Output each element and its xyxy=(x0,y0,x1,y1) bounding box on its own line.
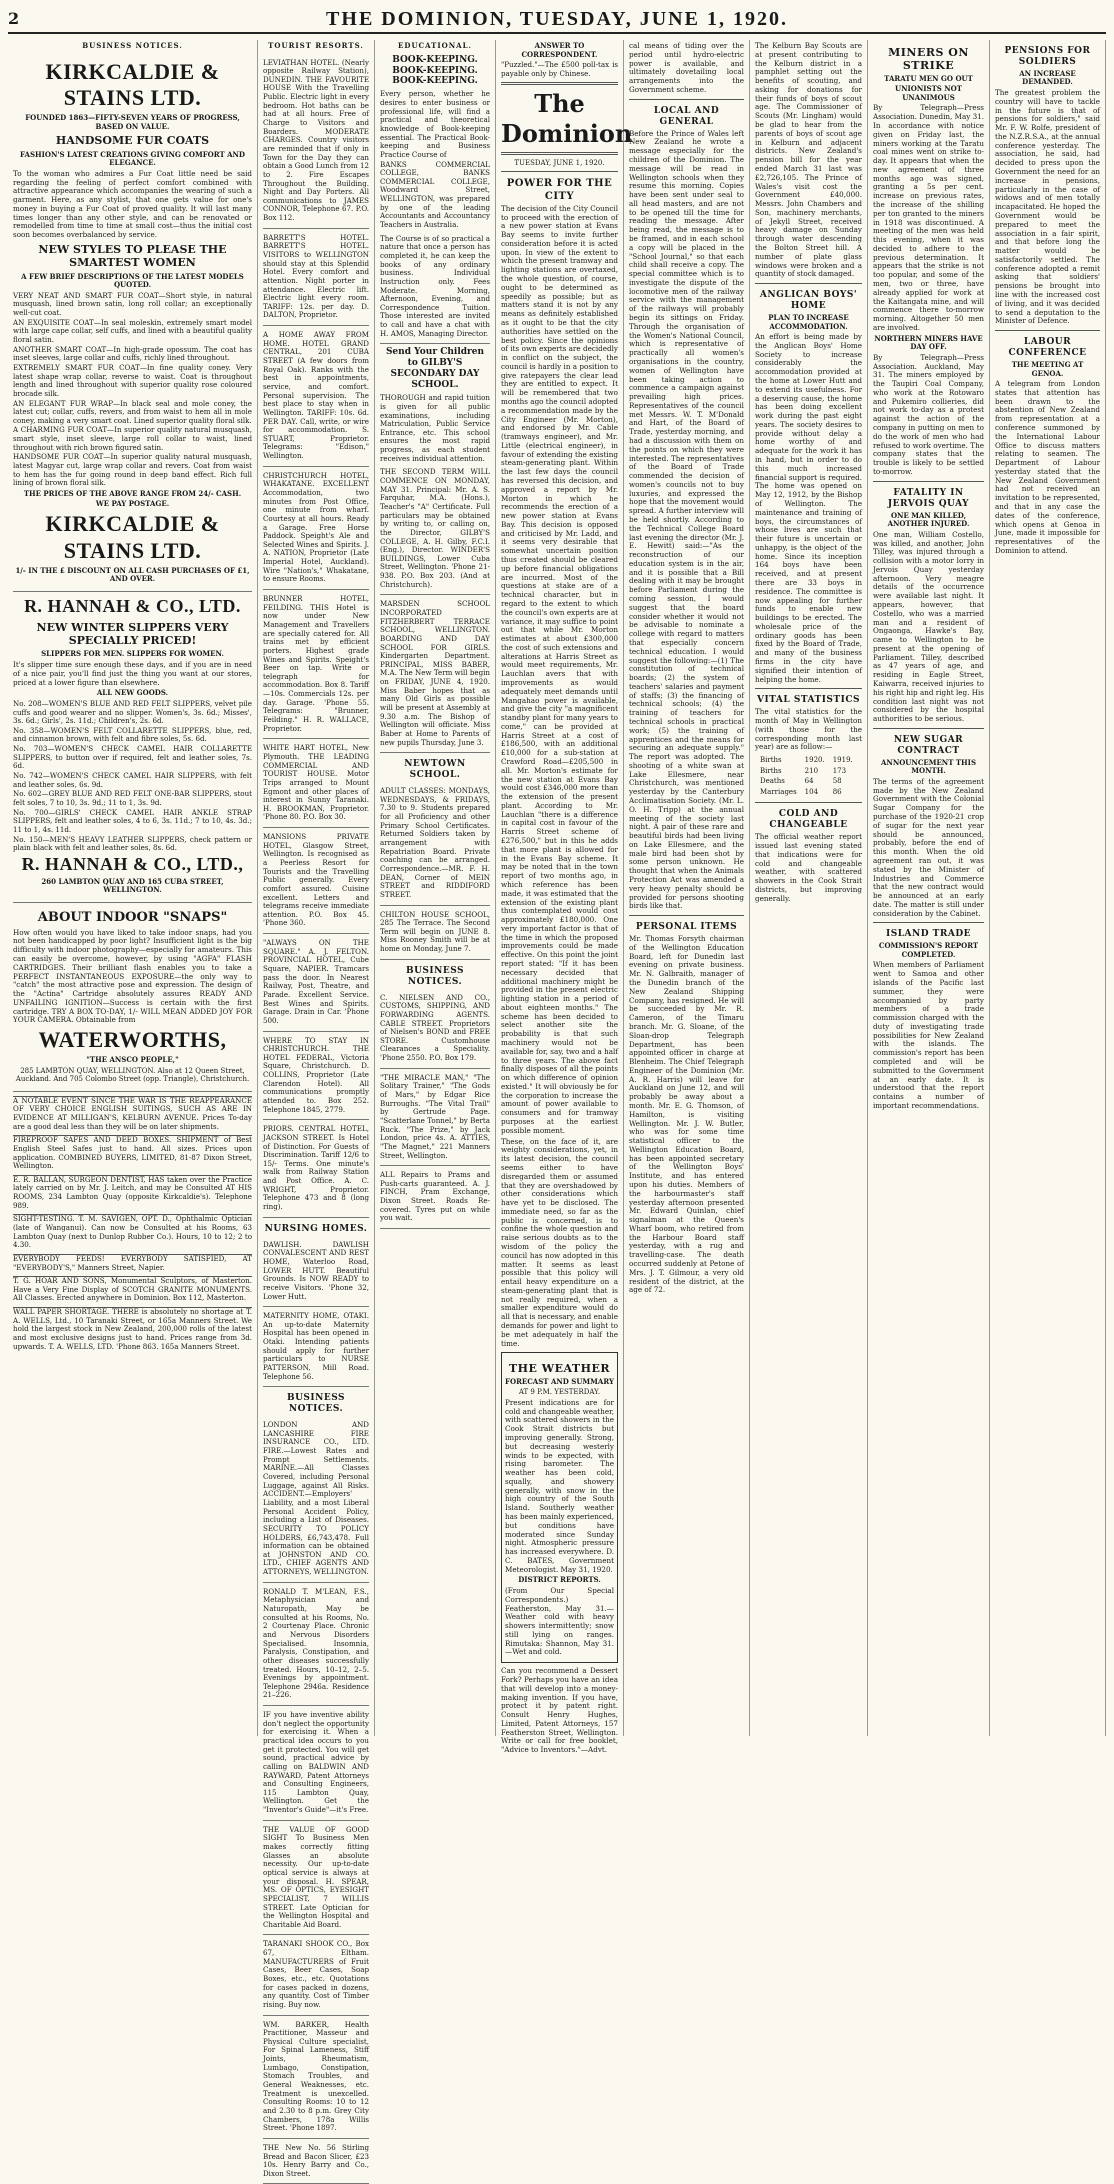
editorial-headline: POWER FOR THE CITY xyxy=(506,178,613,202)
small-ad: FIREPROOF SAFES AND DEED BOXES. SHIPMENT of Best English Steel Safes just to hand. All sizes. Prices upon application. COMBINED BUYERS, LIMITED, 81-87 Dixon Street, Wellington. xyxy=(13,1135,252,1171)
hotel-ad: A HOME AWAY FROM HOME. HOTEL GRAND CENTRAL, 201 CUBA STREET (A few doors from Royal Oak). Ranks with the best in appointments, service, and comfort. Personal supervision. The best place to stay when in Wellington. TARIFF: 10s. 6d. PER DAY. Call, write, or wire for accommodation. S. STUART, Proprietor. Telegrams: "Edison," Wellington. xyxy=(263,327,369,467)
hotel-ad: LEVIATHAN HOTEL. (Nearly opposite Railway Station), DUNEDIN. THE FAVOURITE HOUSE With the Travelling Public. Electric light in every bedroom. Hot baths can be had at all hours. Free of Charge to Visitors and Boarders. MODERATE CHARGES. Country visitors are reminded that if only in Town for the Day they can obtain a Good Lunch from 12 to 2. Fire Escapes Throughout the Building. Night and Day Porters. All communications to JAMES CONNOR, Telephone 67. P.O. Box 112. xyxy=(263,55,369,229)
hotel-ad: WHITE HART HOTEL, New Plymouth. THE LEADING COMMERCIAL AND TOURIST HOUSE. Motor Trips arranged to Mount Egmont and other places of interest in Sunny Taranaki. H. BROOKMAN, Proprietor. 'Phone 80. P.O. Box 30. xyxy=(263,740,369,828)
hannah-address: 260 LAMBTON QUAY AND 165 CUBA STREET, WELLINGTON. xyxy=(41,876,224,895)
weather-headline: THE WEATHER xyxy=(508,1362,611,1376)
hannah-name-2: R. HANNAH & CO., LTD., xyxy=(21,853,244,874)
waterworths-address: 285 LAMBTON QUAY, WELLINGTON. Also at 12 Queen Street, Auckland. And 705 Colombo Street (opp. Triangle), Christchurch. xyxy=(15,1066,250,1084)
miners-headline: MINERS ON STRIKE xyxy=(888,46,969,73)
kirkcaldie-ad xyxy=(13,55,252,592)
taratu-sub: TARATU MEN GO OUT xyxy=(884,73,973,83)
weather-body: Present indications are for cold and changeable weather, with scattered showers in the Cook Strait districts but improving generally. Strong, but decreasing westerly winds to be expected, with rising barometer. The weather has been cold, squally, and showery generally, with snow in the high country of the South Island. Southerly weather has been mainly experienced, but conditions have moderated since Sunday night. Atmospheric pressure has increased everywhere. D. C. BATES, Government Meteorologist. May 31, 1920. xyxy=(505,1397,614,1574)
list-item: AN ELEGANT FUR WRAP—In black seal and mole coney, the latest cut; collar, cuffs, revers, and from waist to hem all in mole coney, making a very smart coat. Lined superior quality floral silk. xyxy=(13,398,252,425)
edu-ad: Send Your Children to GILBY'S SECONDARY DAY SCHOOL. xyxy=(385,347,485,391)
jervois-body: One man, William Costello, was killed, and another, John Tilley, was injured through a collision with a motor lorry in Jervois Quay yesterday afternoon. Very meagre details of the occurrence were available last night. It appears, however, that Costello, who was a married man and a resident of Ongaonga, Hawke's Bay, came to Wellington to be present at the opening of Parliament. Tilley, described as 47 years of age, and residing in Eagle Street, Kaiwarra, received injuries to his right hip and right leg. His condition last night was not considered by the hospital authorities to be serious. xyxy=(873,529,984,724)
business-ad: C. NIELSEN AND CO., CUSTOMS, SHIPPING, AND FORWARDING AGENTS. CABLE STREET. Proprietors of Nielsen's BOND and FREE STORE. Customhouse Clearances a Speciality. 'Phone 2550. P.O. Box 179. xyxy=(380,990,490,1069)
small-ad: T. G. HOAR AND SONS, Monumental Sculptors, of Masterton. Have a Very Fine Display of SCOTCH GRANITE MONUMENTS. All Classes. Erected anywhere in Dominion. Box 112, Masterton. xyxy=(13,1276,252,1303)
list-item: HANDSOME FUR COAT—In superior quality natural musquash, latest Magyar cut, large wrap collar and revers. Coat from waist to hem has the fur going round in deep band effect. Rich full lining of brown floral silk. xyxy=(13,452,252,488)
list-item: No. 358—WOMEN'S FELT COLLARETTE SLIPPERS, blue, red, and cinnamon brown, with felt and fibre soles, 5s. 6d. xyxy=(13,725,252,744)
editorial-continued: cal means of tiding over the period until hydro-electric power is available, and ultimately dovetailing local arrangements into the Government scheme. xyxy=(629,41,744,94)
kirkcaldie-discount: 1/- IN THE £ DISCOUNT ON ALL CASH PURCHASES OF £1, AND OVER. xyxy=(15,565,250,584)
hotel-ad: WHERE TO STAY IN CHRISTCHURCH. THE HOTEL FEDERAL, Victoria Square, Christchurch. D. COLLINS, Proprietor (Late Clarendon Hotel). All communications promptly attended to. Box 252. Telephone 1845, 2779. xyxy=(263,1033,369,1121)
waterworths-name: WATERWORTHS, xyxy=(38,1027,227,1053)
section-kicker: TOURIST RESORTS. xyxy=(268,41,364,50)
hotel-ad: "ALWAYS ON THE SQUARE." A. J. FELTON. PROVINCIAL HOTEL, Cube Square, NAPIER. Tramcars pass the door. In Nearest Railway, Post, Theatre, and Parade. Excellent Service. Best Wines and Spirits. Garage. Drain in Car. 'Phone 500. xyxy=(263,935,369,1031)
labour-body: A telegram from London states that attention has been drawn to the abstention of New Zealand from representation at a conference summoned by the International Labour Office to discuss matters relating to seamen. The Department of Labour yesterday stated that the New Zealand Government had not received an invitation to be represented, and that in any case the dates of the conference, which opens at Genoa in June, made it impossible for representatives of the Dominion to attend. xyxy=(995,379,1100,555)
list-item: No. 602—GREY BLUE AND RED FELT ONE-BAR SLIPPERS, stout felt soles, 7 to 10, 3s. 9d.; 11 to 1, 3s. 9d. xyxy=(13,789,252,807)
list-item: AN EXQUISITE COAT—In seal moleskin, extremely smart model with large cape collar, self cuffs, and lined with a beautiful quality floral satin. xyxy=(13,317,252,345)
business-ad: TARANAKI SHOOK CO., Box 67, Eltham. MANUFACTURERS of Fruit Cases, Beer Cases, Soap Boxes, etc., etc. Quotations for cases packed in dozens, any quantity. Cost of Timber rising. Buy now. xyxy=(263,1936,369,2015)
editorial-body-2: These, on the face of it, are weighty considerations, yet, in its latest decision, the council seems either to have disregarded them or assumed that they are overshadowed by other considerations which have yet to be disclosed. The immediate need, so far as the public is concerned, is to confine the whole question and raise serious doubts as to the wisdom of the policy the council has now adopted in this matter. It seems as least possible that this policy will entail heavy expenditure on a steam-generating plant that is not really required, when a smaller expenditure would do all that is necessary, and enable demands for power and light to be met adequately in half the time. xyxy=(501,1136,618,1348)
list-item: VERY NEAT AND SMART FUR COAT—Short style, in natural musquash, lined brown satin, long roll collar; an exceptionally well-cut coat. xyxy=(13,290,252,318)
hannah-headline: NEW WINTER SLIPPERS VERY SPECIALLY PRICED! xyxy=(36,620,229,648)
answer-body: "Puzzled."—The £500 poll-tax is payable only by Chinese. xyxy=(501,60,618,78)
business-ad: LONDON AND LANCASHIRE FIRE INSURANCE CO., LTD. FIRE.—Lowest Rates and Prompt Settlements. MARINE.—All Classes Covered, including Personal Luggage, against All Risks. ACCIDENT.—Employers' Liability, and a most Liberal Personal Accident Policy, including a List of Diseases. SECURITY TO POLICY HOLDERS, £6,743,478. Full information can be obtained at JOHNSTON AND CO. LTD., CHIEF AGENTS AND ATTORNEYS, WELLINGTON. xyxy=(263,1417,369,1583)
weather-time: AT 9 P.M. YESTERDAY. xyxy=(518,1388,601,1397)
personal-headline: PERSONAL ITEMS xyxy=(635,922,738,933)
jervois-headline: FATALITY IN JERVOIS QUAY xyxy=(887,487,970,509)
hotel-ad: MANSIONS PRIVATE HOTEL, Glasgow Street, Wellington. Is recognised as a Peerless Resort for Tourists and the Travelling Public generally. Every comfort assured. Cuisine excellent. Letters and telegrams receive immediate attention. P.O. Box 45. 'Phone 360. xyxy=(263,829,369,934)
pension-headline: PENSIONS FOR SOLDIERS xyxy=(1004,46,1091,67)
list-item: A CHARMING FUR COAT—In superior quality natural musquash, smart style, inset sleeve, large roll collar to waist, lined throughout with rich brown figured satin. xyxy=(13,425,252,452)
list-item: EXTREMELY SMART FUR COAT—In fine quality coney. Very latest shape wrap collar, reverse to waist. Coat is throughout length and lined throughout with superior quality rose coloured brocade silk. xyxy=(13,362,252,398)
section-heading: NEWTOWN SCHOOL. xyxy=(404,759,466,781)
list-item: No. 208—WOMEN'S BLUE AND RED FELT SLIPPERS, velvet pile cuffs and good wearer and no slipper. Women's, 3s. 6d.; Misses', 3s. 6d.; Girls', 2s. 11d.; Children's, 2s. 6d. xyxy=(13,698,252,726)
hannah-all-new: ALL NEW GOODS. xyxy=(96,688,169,698)
editorial-body: The decision of the City Council to proceed with the erection of a new power station at Evans Bay seems to invite further consideration before it is acted upon. In view of the extent to which the present tramway and lighting stations are overtaxed, the whole question, of course, ought to be determined as speedily as possible; but as matters stand it is not by any means as definitely established as it ought to be that the city authorities have settled on the best policy. Since the opinions of its own experts are decidedly in conflict on the subject, the council is hardly in a position to give ratepayers the clear lead they are entitled to expect. It will be remembered that two months ago the council adopted a recommendation made by the City Engineer (Mr. Morton), and endorsed by Mr. Cable (tramways engineer), and Mr. Little (electrical engineer), in favour of extending the existing steam-generating plant. Within the last few days the council has reversed this decision, and approved a report by Mr. Morton in which he recommends the erection of a new power station at Evans Bay. This decision is opposed and criticised by Mr. Ladd, and it seems very desirable that somewhat uncertain position thus created should be cleared up before financial obligations are incurred. Most of the questions at stake are of a technical character, but in regard to the extent to which the council's own experts are at variance, it may suffice to point out that while Mr. Morton estimates at about £300,000 the cost of such extensions and alterations at Harris Street as would meet requirements, Mr. Lauchlan avers that with improvements as would adequately meet demands until Mangahao power is available, and give the city "a magnificent standby plant for many years to come," can be provided at Harris Street at a cost of £186,500, with an additional £10,000 for a sub-station at Crawford Road—£205,500 in all. Mr. Morton's estimate for the new station at Evans Bay would cost £346,000 more than the extension of the present plant. According to Mr. Lauchlan "there is a difference in capital cost in favour of the Harris Street scheme of £276,500," but in this he adds that more plant is allowed for in the Evans Bay scheme. It may be noted that in the town report of two months ago, in which reference has been made, it was estimated that the extension of the existing plant thus contemplated would cost approximately £180,000. One very important factor is that of the time in which the proposed improvements could be made effective. On this point the joint report stated: "If it has been necessary decided that additional machinery might be provided in the present electric lighting station in a period of about eighteen months." The scheme has been decided to select another site the probability is that such machinery would not be available for, say, two and a half to three years. The above fact finally disposes of all the points on which difference of opinion existed." It will obviously be for the corporation to increase the amount of power available to consumers and for tramway purposes at the earliest possible moment. xyxy=(501,203,618,1135)
business-ad: "THE MIRACLE MAN," "The Solitary Trainer," "The Gods of Mars," by Edgar Rice Burroughs. "The Vital Trail" by Gertrude Page. "Scatterlane Tonnel," by Berta Ruck. "The Prize," by Jack London, price 4s. A. ATTIES, "The Magnet," 221 Manners Street, Wellington. xyxy=(380,1070,490,1166)
small-ads-left xyxy=(13,1092,252,1356)
district-body: (From Our Special Correspondents.) Featherston, May 31.—Weather cold with heavy showers intermittently; snow still lying on ranges. Rimutaka: Shannon, May 31.—Wet and cold. xyxy=(505,1585,614,1657)
labour-sub: THE MEETING AT GENOA. xyxy=(1011,360,1084,378)
northern-sub: NORTHERN MINERS HAVE DAY OFF. xyxy=(874,333,983,352)
masthead xyxy=(8,6,1106,34)
kirkcaldie-name: KIRKCALDIE & STAINS LTD. xyxy=(45,58,220,111)
small-ad: EVERYBODY FEEDS! EVERYBODY SATISFIED, AT "EVERYBODY'S," Manners Street, Napier. xyxy=(13,1253,252,1272)
section-heading: NURSING HOMES. xyxy=(264,1223,368,1234)
vital-stats-table xyxy=(755,754,858,798)
list-item: No. 150—MEN'S HEAVY LEATHER SLIPPERS, check pattern or plain black with felt and leather soles, 8s. 6d. xyxy=(13,834,252,853)
miners-body: By Telegraph—Press Association. Dunedin, May 31. In accordance with notice given on Friday last, the miners working at the Taratu coal mines went on strike to-day. It appears that when the new agreement of three months ago was signed, granting a 5s per cent. increase on previous rates, the increase of the shilling per ton granted to the miners in 1918 was discontinued. A meeting of the men was held this evening, when it was decided to adhere to the previous determination. It appears that the strike is not too popular, and some of the men, two or three, have already applied for work at the Kaitangata mine, and will commence there to-morrow morning. Altogether 50 men are involved. xyxy=(873,103,985,332)
island-headline: ISLAND TRADE xyxy=(885,929,971,940)
kirkcaldie-name-2: KIRKCALDIE & STAINS LTD. xyxy=(45,511,220,563)
hannah-ad xyxy=(13,592,252,903)
weather-sub: FORECAST AND SUMMARY xyxy=(505,1376,614,1386)
cold-body: The official weather report issued last evening stated that indications were for cold and changeable weather, with scattered showers in the Cook Strait districts, but improving generally. xyxy=(755,832,862,903)
snaps-body: How often would you have liked to take indoor snaps, had you not been handicapped by poor light? Insufficient light is the big difficulty with indoor photography—especially for amateurs. This can easily be overcome, however, by using "AGFA" FLASH CARTRIDGES. Their brilliant flash enables you to take a PERFECT INSTANTANEOUS EXPOSURE—the only way to "catch" the most attractive pose and expression. The design of the "Actina" Cartridge absolutely assures READY AND UNFAILING IGNITION—Success is certain with the first cartridge. TRY A BOX TO-DAY, 1/- WILL MEAN ADDED JOY FOR YOUR CAMERA. Obtainable from xyxy=(13,927,252,1025)
vital-headline: VITAL STATISTICS xyxy=(756,695,860,706)
business-ad: THE New No. 56 Stirling Bread and Bacon Slicer, £23 10s. Henry Barry and Co., Dixon Street. xyxy=(263,2140,369,2184)
edu-ad: ADULT CLASSES: MONDAYS, WEDNESDAYS, & FRIDAYS, 7.30 to 9. Students prepared for all Proficiency and other Primary School Certificates. Returned Soldiers taken by arrangement with Repatriation Board. Private coaching can be arranged. Correspondence.—MR. F. H. DEAN, Corner of MEIN STREET and RIDDIFORD STREET. xyxy=(380,783,490,905)
list-item: No. 703—WOMEN'S CHECK CAMEL HAIR COLLARETTE SLIPPERS, to button over if required, felt and leather soles, 7s. 6d. xyxy=(13,744,252,771)
small-ad: E. R. BALLAN, SURGEON DENTIST, HAS taken over the Practice lately carried on by Mr. J. Leitch, and may be Consulted AT HIS ROOMS, 234 Lambton Quay (opposite Kirkcaldie's). Telephone 989. xyxy=(13,1174,252,1210)
snaps-headline: ABOUT INDOOR "SNAPS" xyxy=(37,909,228,925)
pension-body: The greatest problem the country will have to tackle in the future is that of pensions for soldiers," said Mr. F. W. Rolfe, president of the N.Z.R.S.A., at the annual conference yesterday. The association, he said, had decided to press upon the Government the need for an increase in pensions, particularly in the case of widows and of men totally incapacitated. He hoped the Government would be prepared to meet the association in a fair spirit, and that before long the matter would be satisfactorily settled. The conference adopted a remit asking that soldiers' pensions be brought into line with the increased cost of living, and it was decided to send a deputation to the Minister of Defence. xyxy=(995,88,1100,326)
jervois-sub: ONE MAN KILLED, ANOTHER INJURED. xyxy=(887,510,970,529)
column-telegraph-news xyxy=(868,40,990,1736)
kirkcaldie-styles: NEW STYLES TO PLEASE THE SMARTEST WOMEN xyxy=(38,242,227,270)
table-row: Deaths 64 58 xyxy=(760,777,842,786)
vital-body: The vital statistics for the month of May in Wellington (with those for the corresponding month last year) are as follow:— xyxy=(755,707,862,752)
edu-ad: BANKS COMMERCIAL COLLEGE, BANKS COMMERCIAL COLLEGE, Woodward Street, WELLINGTON, was prepared by one of the leading Accountants and Accountancy Teachers in Australia. xyxy=(380,159,490,230)
edu-ad: THOROUGH and rapid tuition is given for all public examinations, including Matriculation, Public Service Entrance, etc. This school ensures the most rapid progress, as each student receives individual attention. xyxy=(380,393,490,463)
column-editorial xyxy=(496,40,633,1755)
table-row: Marriages 104 86 xyxy=(760,787,842,796)
waterworths-sub: "THE ANSCO PEOPLE," xyxy=(86,1055,179,1065)
nursing-ad: DAWLISH. DAWLISH CONVALESCENT AND REST HOME, Waterloo Road, LOWER HUTT. Beautiful Grounds. Is NOW READY to receive Visitors. 'Phone 32, Lower Hutt. xyxy=(263,1237,369,1307)
business-ad: IF you have inventive ability don't neglect the opportunity for exercising it. When a practical idea occurs to you get it protected. You will get sound, practical advice by calling on BALDWIN AND RAYWARD, Patent Attorneys and Consulting Engineers, 115 Lambton Quay, Wellington. Get the "Inventor's Guide"—it's Free. xyxy=(263,1707,369,1821)
kirkcaldie-styles-sub: A FEW BRIEF DESCRIPTIONS OF THE LATEST MODELS QUOTED. xyxy=(21,271,244,290)
cold-headline: COLD AND CHANGEABLE xyxy=(769,809,848,831)
nursing-ad: MATERNITY HOME, OTAKI. An up-to-date Maternity Hospital has been opened in Otaki. Intending patients should apply for further particulars to NURSE PATTERSON, Mill Road. Telephone 56. xyxy=(263,1308,369,1387)
hotel-ad: PRIORS. CENTRAL HOTEL, JACKSON STREET. Is Hotel of Distinction. For Guests of Discrimination. Tariff 12/6 to 15/- Terms. One minute's walk from Railway Station and Post Office. A. C. WRIGHT, Proprietor. Telephone 473 and 8 (long ring). xyxy=(263,1121,369,1217)
hotel-ad: BARRETT'S HOTEL. BARRETT'S HOTEL. VISITORS to WELLINGTON should stay at this Splendid Hotel. Every comfort and attention. Night porter in attendance. Electric lift. Electric light every room. TARIFF: 12s. per day. D. DALTON, Proprietor. xyxy=(263,230,369,326)
sugar-sub: ANNOUNCEMENT THIS MONTH. xyxy=(880,757,977,776)
business-ad: WM. BARKER, Health Practitioner, Masseur and Physical Culture specialist, For Spinal Lameness, Stiff Joints, Rheumatism, Lumbago, Constipation, Stomach Troubles, and General Weaknesses, etc. Treatment is unexcelled. Consulting Rooms: 10 to 12 and 2.30 to 8 p.m. Grey City Chambers, 178a Willis Street. 'Phone 1897. xyxy=(263,2017,369,2139)
section-heading: BUSINESS NOTICES. xyxy=(405,965,465,987)
island-body: When members of Parliament went to Samoa and other islands of the Pacific last summer, they were accompanied by party members of a trade commission charged with the duty of investigating trade possibilities for New Zealand with the islands. The commission's report has been completed and will be submitted to the Government at an early date. It is understood that the report contains a number of important recommendations. xyxy=(873,960,984,1110)
page-number: 2 xyxy=(8,9,20,29)
unionists-sub: UNIONISTS NOT UNANIMOUS xyxy=(894,84,962,102)
kirkcaldie-founded: FOUNDED 1863—FIFTY-SEVEN YEARS OF PROGRESS, BASED ON VALUE. xyxy=(25,113,240,131)
northern-body: By Telegraph—Press Association. Auckland, May 31. The miners employed by the Taupiri Coal Company, who work at the Rotowaro and Pukemiro collieries, did not work to-day as a protest against the action of the company in putting on men to do the work of men who had refused to work overtime. The company states that the trouble is likely to be settled to-morrow. xyxy=(873,352,984,476)
section-heading: BUSINESS NOTICES. xyxy=(286,1393,346,1415)
local-body: Before the Prince of Wales left New Zealand he wrote a message especially for the children of the Dominion. The message will be read in Wellington schools when they resume this morning. Copies have been sent under seal to all head masters, and are not to be opened till the time for reading the message. After being read, the message is to be framed, and in each school a copy will be placed in the "School Journal," so that each child shall receive a copy. The special committee which is to investigate the dispute of the locomotive men of the railway service with the management of the railways will probably begin its sittings on Friday. Through the organisation of the Women's National Council, which is representative of practically all women's organisations in the country, women of Wellington have been taking action to commence a campaign against prevailing high prices. Representatives of the council met Messrs. W. T. M'Donald and Hart, of the Board of Trade, yesterday morning, and had a discussion with them on the points on which they were interested. The representatives of the Board of Trade commended the decision of women's councils not to buy luxuries, and expressed the hope that the movement would spread. A further interview will be held shortly. According to the Technical College Board last evening the director (Mr. J. E. Hewitt) said:—"As the reconstruction of our education system is in the air, and it is possible that a Bill dealing with it may be brought before Parliament during the coming session, I would suggest that the board consider whether it would not be advisable to nominate a college with regard to matters that especially concern technical education. I would suggest the following:—(1) The constitution of technical boards; (2) the system of teachers' salaries and payment of staffs; (3) the financing of technical schools; (4) the training of teachers for technical schools in practical work; (5) the training of apprentices and the means for securing an adequate supply." The report was adopted. The shooting of a white swan at Lake Ellesmere, near Christchurch, was mentioned yesterday by the Canterbury Acclimatisation Society. (Mr. L. O. H. Tripp) at the annual meeting of the society last night. A pair of these rare and beautiful birds had been living on Lake Ellesmere, and the male bird had been shot by some person unknown. He thought that when the Animals Protection Act was amended a very heavy penalty should be provided for persons shooting birds like that. xyxy=(629,128,744,911)
edu-ad: CHILTON HOUSE SCHOOL, 285 The Terrace. The Second Term will begin on JUNE 8. Miss Rooney Smith will be at home on Monday, June 7. xyxy=(380,907,490,960)
weather-box xyxy=(501,1352,618,1663)
small-ads-row xyxy=(13,1092,252,1356)
small-ad: SIGHT-TESTING. T. M. SAVIGEN, OPT. D., Ophthalmic Optician (late of Wanganui). Can now be Consulted at his Rooms, 63 Lambton Quay (next to Dunlop Rubber Co.). Hours, 10 to 12; 2 to 4.30. xyxy=(13,1214,252,1250)
dominion-logo: The Dominion xyxy=(501,89,633,148)
edu-ad: THE SECOND TERM WILL COMMENCE ON MONDAY, MAY 31. Principal: Mr. A. S. Farquhar, M.A. (Hons.), Teacher's "A" Certificate. Full particulars may be obtained by writing to, or calling on, the Director, GILBY'S COLLEGE, A. H. Gilby, F.C.I. (Eng.), Director. WINDER'S BUILDINGS, Lower Cuba Street, Wellington. 'Phone 21-938. P.O. Box 203. (And at Christchurch). xyxy=(380,464,490,595)
island-sub: COMMISSION'S REPORT COMPLETED. xyxy=(878,941,979,959)
dateline: TUESDAY, JUNE 1, 1920. xyxy=(514,158,605,167)
dessert-ad: Can you recommend a Dessert Fork? Perhaps you have an idea that will develop into a money-making invention. If you have, protect it by patent right. Consult Henry Hughes, Limited, Patent Attorneys, 157 Featherston Street, Wellington. Write or call for free booklet, "Advice to Inventors."—Advt. xyxy=(501,1666,618,1755)
sugar-body: The terms of the agreement made by the New Zealand Government with the Colonial Sugar Company for the purchase of the 1920-21 crop of sugar for the next year should be announced, probably, before the end of this month. When the old agreement ran out, it was stated by the Minister of Industries and Commerce that the new contract would be announced at an early date. The matter is still under consideration by the Cabinet. xyxy=(873,776,984,918)
edu-ad: The Course is of so practical a nature that once a person has completed it, he can keep the books of any ordinary business. Individual Instruction only. Fees Moderate. Morning, Afternoon, Evening, and Correspondence Tuition. Those interested are invited to call and have a chat with H. AMOS, Managing Director. xyxy=(380,231,490,345)
list-item: No. 742—WOMEN'S CHECK CAMEL HAIR SLIPPERS, with felt and leather soles, 6s. 9d. xyxy=(13,771,252,789)
column-local-news xyxy=(624,40,750,1736)
column-educational xyxy=(375,40,496,1736)
column-soldiers-labour xyxy=(990,40,1106,1736)
small-ad: A NOTABLE EVENT SINCE THE WAR IS THE REAPPEARANCE OF VERY CHOICE ENGLISH SUITINGS, SUCH AS ARE IN EVIDENCE AT MILLIGAN'S, KELBURN AVENUE. Prices To-day are a good deal less than they will be on later shipments. xyxy=(13,1095,252,1131)
hannah-body: It's slipper time sure enough these days, and if you are in need of a nice pair, you'll find just the thing you want at our stores, priced at a lower figure than elsewhere. xyxy=(13,660,252,687)
business-ad: THE VALUE OF GOOD SIGHT To Business Men makes correctly fitting Glasses an absolute necessity. Our up-to-date optical service is always at your disposal. H. SPEAR, MS. OF OPTICS, EYESIGHT SPECIALIST, 7 WILLIS STREET. Late Optician for the Wellington Hospital and Charitable Aid Board. xyxy=(263,1822,369,1936)
pension-sub: AN INCREASE DEMANDED. xyxy=(1019,68,1076,87)
kirkcaldie-items xyxy=(13,292,252,488)
table-row: Births 210 173 xyxy=(760,766,847,775)
kirkcaldie-prices: THE PRICES OF THE ABOVE RANGE FROM 24/- CASH. xyxy=(23,488,242,498)
bookkeeping-heading: BOOK-KEEPING. BOOK-KEEPING. BOOK-KEEPING. xyxy=(392,54,478,87)
table-row: Births 1920. 1919. xyxy=(760,756,853,765)
anglican-sub: PLAN TO INCREASE ACCOMMODATION. xyxy=(768,313,849,331)
hotel-ad: CHRISTCHURCH HOTEL, WHAKATANE. EXCELLENT Accommodation, two minutes from Post Office, one minute from wharf. Courtesy at all hours. Ready a Garage. Free Horse Paddock. Speight's Ale and Selected Wines and Spirits. J. A. NATION, Proprietor (Late Imperial Hotel, Auckland). Wire "Nation's," Whakatane, to ensure Rooms. xyxy=(263,468,369,590)
local-headline: LOCAL AND GENERAL xyxy=(653,105,720,127)
column-business-notices xyxy=(8,40,258,1736)
kirkcaldie-body: To the woman who admires a Fur Coat little need be said regarding the feeling of perfect comfort combined with attractive appearance which accompanies the wearing of such a garment. Here, as any stylist, that one gets value for one's money in buying a Fur Coat of proved quality. It will last many times longer than any other style, and can be renovated or remodelled from time to time at small cost—thus the initial cost soon becomes overbalanced by service. xyxy=(13,168,252,240)
edu-ad: MARSDEN SCHOOL INCORPORATED FITZHERBERT TERRACE SCHOOL, WELLINGTON. BOARDING AND DAY SCHOOL FOR GIRLS. Kindergarten Department. PRINCIPAL, MISS BABER, M.A. The New Term will begin on FRIDAY, JUNE 4, 1920. Miss Baber hopes that as many Old Girls as possible will be present at Assembly at 9.30 a.m. The Bishop of Wellington will officiate. Miss Baber at Home to Parents of new pupils Thursday, June 3. xyxy=(380,596,490,753)
district-heading: DISTRICT REPORTS. xyxy=(518,1575,601,1585)
list-item: No. 700—GIRLS' CHECK CAMEL HAIR ANKLE STRAP SLIPPERS, felt and leather soles, 4 to 6, 3s. 11d.; 7 to 10, 4s. 3d.; 11 to 1, 4s. 11d. xyxy=(13,807,252,834)
waterworths-ad xyxy=(13,903,252,1092)
sugar-headline: NEW SUGAR CONTRACT xyxy=(893,734,964,756)
business-ad: ALL Repairs to Prams and Push-carts guaranteed. A. J. FINCH, Pram Exchange, Dixon Street. Roads Re-covered. Tyres put on while you wait. xyxy=(380,1167,490,1229)
hotel-ad: BRUNNER HOTEL, FEILDING. THIS Hotel is now under New Management and Travellers are specially catered for. All trains met by efficient porters. Highest grade Wines and Spirits. Speight's Beer on tap. Write or telegraph for accommodation. Box 8. Tariff—10s. Commercials 12s. per day. Garage. 'Phone 55. Telegrams: "Brunner, Feilding." H. R. WALLACE, Proprietor. xyxy=(263,591,369,739)
hannah-slippers: SLIPPERS FOR MEN. SLIPPERS FOR WOMEN. xyxy=(41,649,224,659)
small-ad: WALL PAPER SHORTAGE. THERE is absolutely no shortage at T. A. WELLS, Ltd., 10 Taranaki Street, or 165a Manners Street. We hold the largest stock in New Zealand, 200,000 rolls of the latest and most exclusive designs just to hand. Prices range from 3d. upwards. T. A. WELLS, LTD. 'Phone 863. 165a Manners Street. xyxy=(13,1307,252,1351)
personal-body: Mr. Thomas Forsyth chairman of the Wellington Education Board, left for Dunedin last evening on private business. Mr. N. Galbraith, manager of the Dunedin branch of the New Zealand Shipping Company, has resigned. He will be succeeded by Mr. R. Cameron, of the Timaru branch. Mr. G. Sloane, of the Sloan-drop Telegraph Department, has been appointed officer in charge at Blenheim. The Chief Telegraph Engineer of the Dominion (Mr. A. R. Harris) will leave for Auckland on June 12, and will probably be away about a month. Mr. E. G. Thomson, of Hamilton, is visiting Wellington. Mr. J. W. Butler, who was for some time statistical officer to the Wellington Education Board, has been appointed secretary of the Wellington Boys' Institute, and has entered upon his duties. Members of the harbourmaster's staff yesterday afternoon presented Mr. Edward Quinlan, chief signalman at the Queen's Wharf boom, who retired from the Harbour Board staff yesterday, with a rug and travelling-case. The death occurred suddenly at Petone of Mrs. J. T. Gilmour, a very old resident of the district, at the age of 72. xyxy=(629,934,744,1295)
newspaper-title: THE DOMINION, TUESDAY, JUNE 1, 1920. xyxy=(326,7,788,30)
kirkcaldie-sub: FASHION'S LATEST CREATIONS GIVING COMFORT AND ELEGANCE. xyxy=(19,149,246,168)
hannah-name: R. HANNAH & CO., LTD. xyxy=(24,595,241,616)
scouts-body: The Kelburn Bay Scouts are at present contributing to the Kelburn district in a pamphlet setting out the benefits of scouting, and asking for donations for their funds of boys of scout age. The Commissioner of Scouts (Mr. Lingham) would be glad to hear from the parents of boys of scout age in Kelburn and adjacent districts. New Zealand's pension bill for the year ended March 31 last was £2,726,105. The Prince of Wales's visit cost the Government £40,000. Messrs. John Chambers and Son, machinery merchants, of Jekyll Street, received heavy damage on Sunday through water descending the Bolton Street hill. A number of plate glass windows were broken and a quantity of stock damaged. xyxy=(755,41,862,279)
kirkcaldie-postage: WE PAY POSTAGE. xyxy=(95,499,170,509)
answer-heading: ANSWER TO CORRESPONDENT. xyxy=(521,41,598,59)
section-kicker: BUSINESS NOTICES. xyxy=(82,41,183,50)
business-ad: RONALD T. M'LEAN, F.S., Metaphysician and Naturopath, May be consulted at his Rooms, No. 2 Courtenay Place. Chronic and Nervous Disorders Specialised. Insomnia, Paralysis, Constipation, and other diseases successfully treated. Hours, 10–12, 2–5. Evenings by appointment. Telephone 2946a. Residence 21–226. xyxy=(263,1584,369,1706)
labour-headline: LABOUR CONFERENCE xyxy=(1008,337,1087,359)
column-tourist-resorts xyxy=(258,40,375,2178)
edu-ad: Every person, whether he desires to enter business or professional life, will find a practical and theoretical knowledge of Book-keeping essential. The Practical Book-keeping and Business Practice Course of xyxy=(380,89,490,159)
list-item: ANOTHER SMART COAT—In high-grade opossum. The coat has inset sleeves, large collar and cuffs, richly lined throughout. xyxy=(13,344,252,363)
column-general-news xyxy=(750,40,868,1736)
kirkcaldie-headline: HANDSOME FUR COATS xyxy=(55,134,210,148)
anglican-headline: ANGLICAN BOYS' HOME xyxy=(759,290,858,312)
section-kicker: EDUCATIONAL. xyxy=(398,41,472,50)
anglican-body: An effort is being made by the Anglican Boys' Home Society to increase considerably the accommodation provided at the home at Lower Hutt and to extend its usefulness. For a deserving cause, the home has been doing excellent work during the past eight years. The society desires to provide without delay a home worthy of and adequate for the work it has in hand, but in order to do this much increased financial support is required. The home was opened on May 12, 1912, by the Bishop of Wellington. The maintenance and training of boys, the circumstances of whose lives are such that their future is uncertain or unhappy, is the object of the home. Since its inception 164 boys have been received, and at present there are 33 boys in residence. The committee is now appealing for further funds to enable new buildings to be erected. The wholesale price of the ordinary goods has been fixed by the Board of Trade, and many of the business firms in the city have signified their intention of helping the home. xyxy=(755,332,862,684)
